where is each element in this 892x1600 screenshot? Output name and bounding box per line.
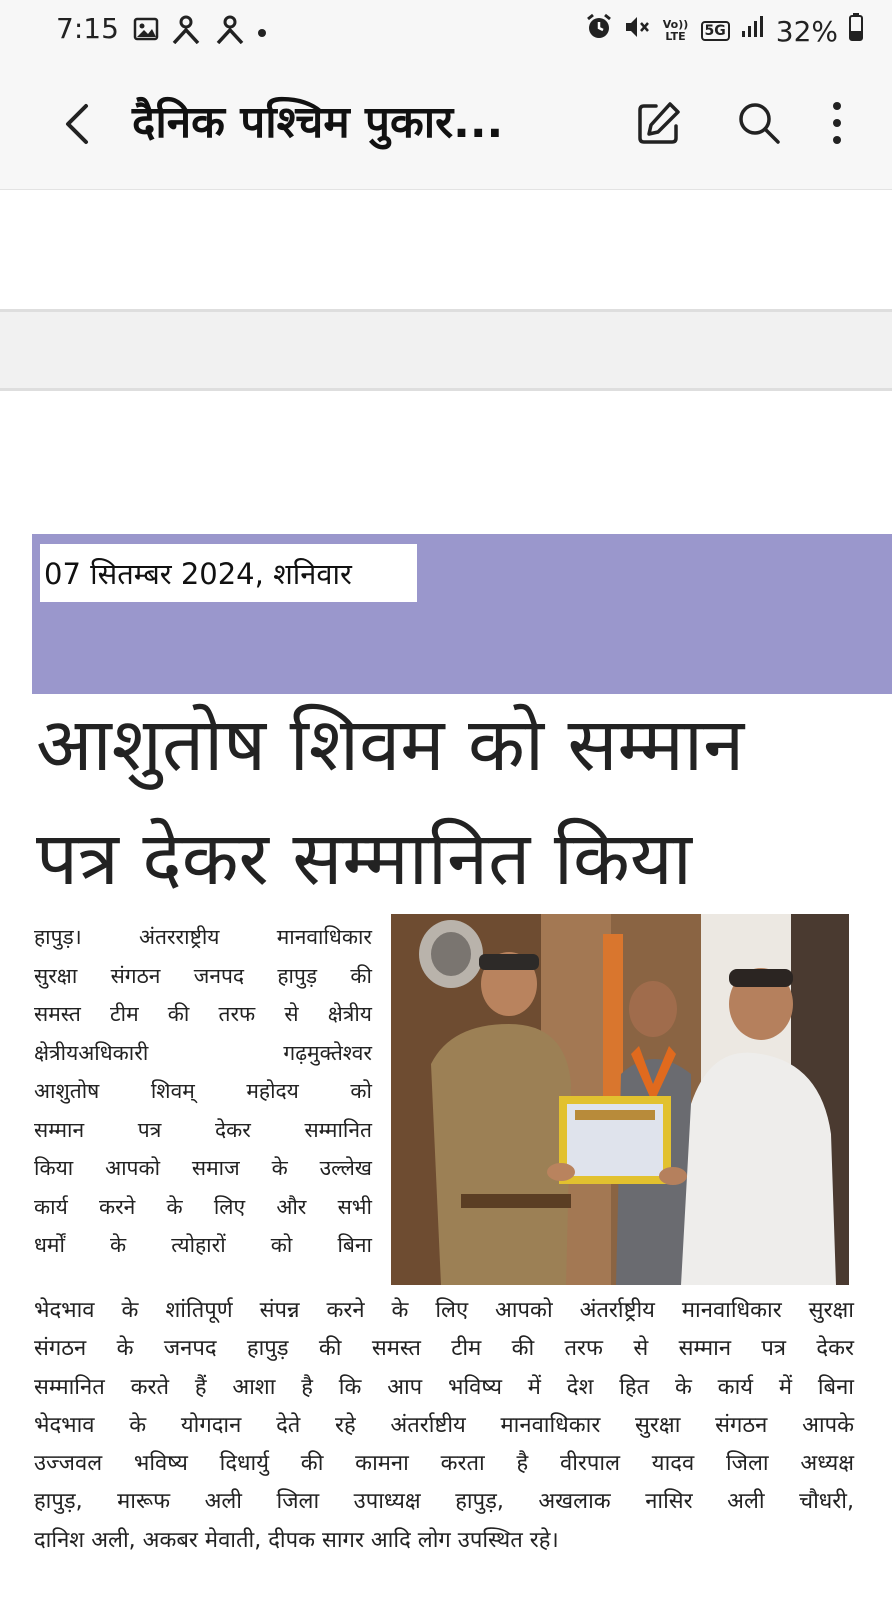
body-line: दानिश अली, अकबर मेवाती, दीपक सागर आदि लोग उपस्थित रहे। — [34, 1527, 559, 1553]
separator-band — [0, 309, 892, 391]
body-line: संगठन के जनपद हापुड़ की समस्त टीम की तरफ से सम्मान पत्र देकर — [34, 1336, 854, 1362]
body-line: समस्त टीम की तरफ से क्षेत्रीय — [34, 1002, 372, 1026]
people-icon — [212, 14, 248, 52]
battery-icon — [848, 12, 864, 50]
status-system-icons — [585, 12, 864, 50]
article-headline-line-1: आशुतोष शिवम को सम्मान — [36, 702, 745, 788]
body-line: क्षेत्रीयअधिकारी गढ़मुक्तेश्वर — [34, 1040, 372, 1065]
article-body-continued — [34, 1292, 854, 1560]
more-options-button[interactable] — [822, 98, 852, 148]
date-banner — [32, 534, 892, 694]
search-button[interactable] — [734, 98, 784, 148]
dot-icon — [256, 19, 268, 47]
edit-icon — [634, 98, 684, 148]
body-line: भेदभाव के योगदान देते रहे अंतर्राष्टीय मानवाधिकार सुरक्षा संगठन आपके — [34, 1412, 854, 1438]
article-headline-line-2: पत्र देकर सम्मानित किया — [36, 816, 692, 902]
people-icon — [168, 14, 204, 52]
body-line: सम्मान पत्र देकर सम्मानित — [34, 1117, 372, 1142]
body-line: सम्मानित करते हैं आशा है कि आप भविष्य में देश हित के कार्य में बिना — [34, 1374, 854, 1400]
status-notification-icons — [132, 14, 268, 52]
app-bar — [0, 62, 892, 190]
back-button[interactable] — [56, 94, 96, 154]
article-date: 07 सितम्बर 2024, शनिवार — [44, 557, 352, 591]
volte-icon: Vo)) LTE — [662, 18, 689, 43]
alarm-icon — [585, 13, 613, 49]
signal-icon — [740, 15, 766, 47]
page-title: दैनिक पश्चिम पुकार... — [132, 97, 504, 148]
body-line: उज्जवल भविष्य दिधार्यु की कामना करता है वीरपाल यादव जिला अध्यक्ष — [34, 1451, 854, 1477]
article-body-column — [34, 918, 372, 1265]
mute-icon — [623, 13, 651, 49]
body-line: कार्य करने के लिए और सभी — [34, 1194, 372, 1219]
body-line: हापुड़। अंतरराष्ट्रीय मानवाधिकार — [34, 925, 372, 949]
battery-percent: 32% — [775, 14, 838, 48]
body-line: धर्मों के त्योहारों को बिना — [34, 1233, 372, 1257]
status-time: 7:15 — [56, 12, 119, 45]
back-icon — [56, 94, 96, 154]
search-icon — [734, 98, 784, 148]
body-line: किया आपको समाज के उल्लेख — [34, 1156, 372, 1180]
article-photo — [391, 914, 849, 1285]
network-icon: 5G — [701, 21, 730, 41]
body-line: हापुड़, मारूफ अली जिला उपाध्यक्ष हापुड़, अखलाक नासिर अली चौधरी, — [34, 1489, 854, 1515]
body-line: भेदभाव के शांतिपूर्ण संपन्न करने के लिए आपको अंतर्राष्ट्रीय मानवाधिकार सुरक्षा — [34, 1298, 854, 1323]
more-vert-icon — [822, 98, 852, 148]
body-line: सुरक्षा संगठन जनपद हापुड़ की — [34, 963, 372, 988]
date-box — [40, 544, 417, 602]
body-line: आशुतोष शिवम् महोदय को — [34, 1079, 372, 1103]
status-bar — [0, 0, 892, 62]
edit-button[interactable] — [634, 98, 684, 148]
image-icon — [132, 15, 160, 51]
